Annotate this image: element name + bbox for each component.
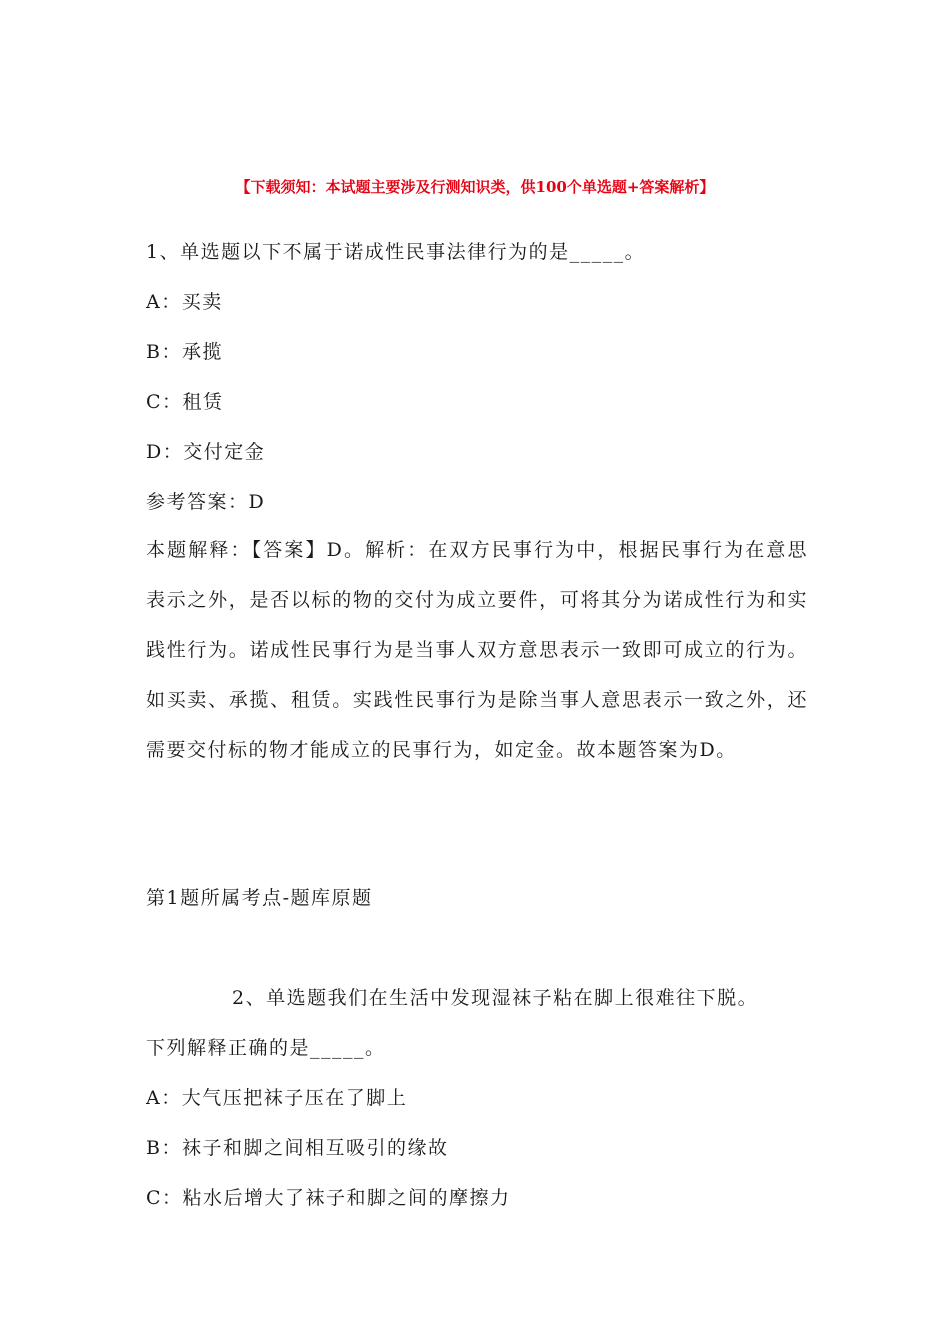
download-notice: 【下载须知：本试题主要涉及行测知识类，供100个单选题+答案解析】 (235, 178, 715, 196)
question-1-explanation: 本题解释：【答案】D。解析：在双方民事行为中，根据民事行为在意思表示之外，是否以标的物的交付为成立要件，可将其分为诺成性行为和实践性行为。诺成性民事行为是当事人双方意思表示一致即可成立的行为。如买卖、承揽、租赁。实践性民事行为是除当事人意思表示一致之外，还需要交付标的物才能成立的民事行为，如定金。故本题答案为D。 (146, 539, 808, 761)
question-2-option-a: A：大气压把袜子压在了脚上 (146, 1087, 408, 1109)
question-1-option-a: A：买卖 (146, 291, 223, 313)
question-2-stem-line-2: 下列解释正确的是_____。 (146, 1037, 386, 1059)
question-1-answer: 参考答案：D (146, 491, 266, 513)
question-1-option-c: C：租赁 (146, 391, 224, 413)
question-2-stem-line-1: 2、单选题我们在生活中发现湿袜子粘在脚上很难往下脱。 (232, 987, 759, 1009)
question-2-option-c: C：粘水后增大了袜子和脚之间的摩擦力 (146, 1187, 511, 1209)
question-1-topic: 第1题所属考点-题库原题 (146, 887, 373, 909)
question-1-stem: 1、单选题以下不属于诺成性民事法律行为的是_____。 (146, 241, 646, 263)
question-1-option-d: D：交付定金 (146, 441, 266, 463)
question-1-option-b: B：承揽 (146, 341, 223, 363)
question-2-option-b: B：袜子和脚之间相互吸引的缘故 (146, 1137, 449, 1159)
